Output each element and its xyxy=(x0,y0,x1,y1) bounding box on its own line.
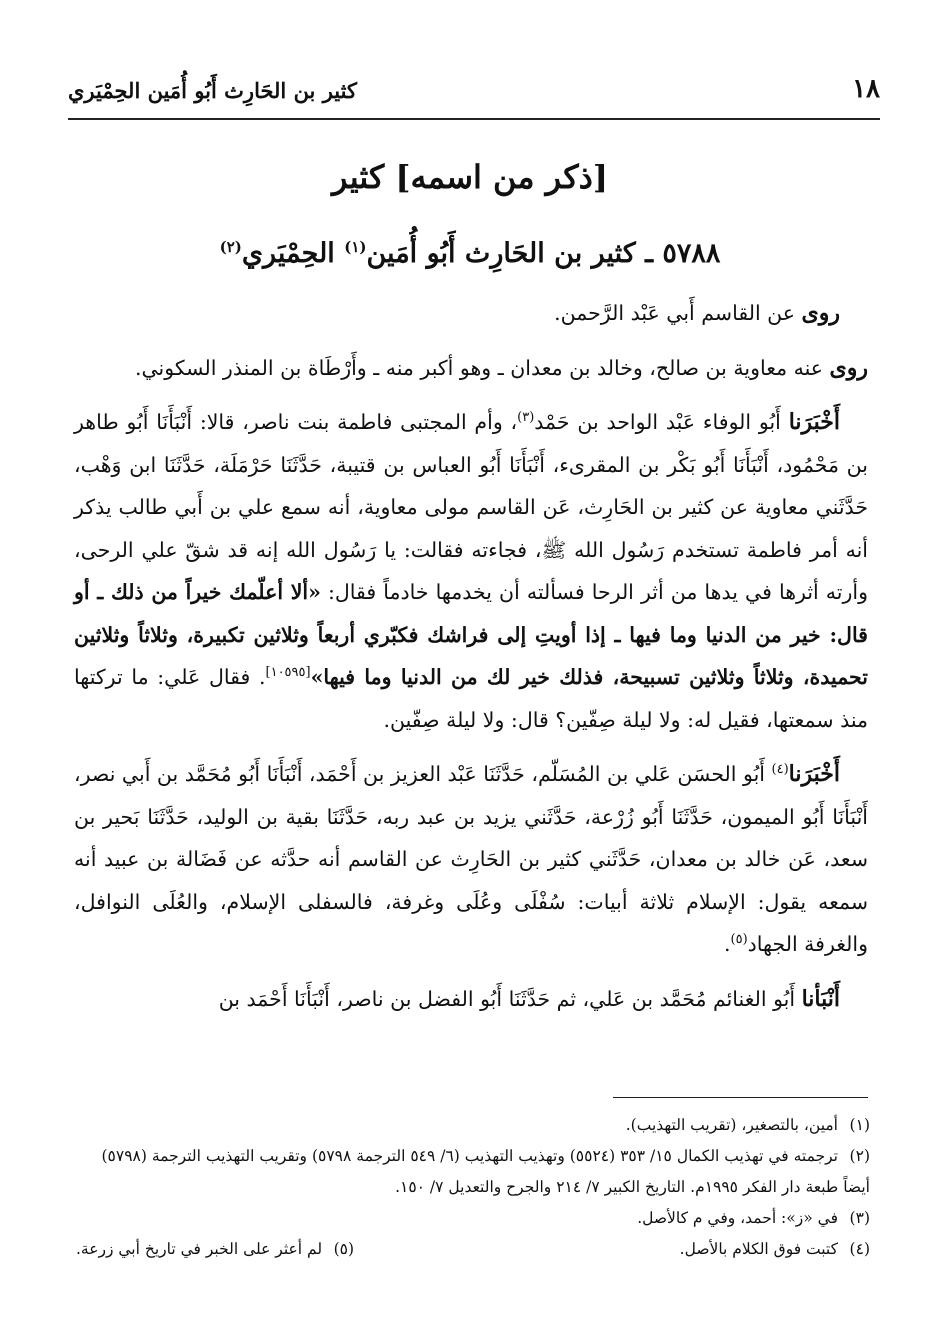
footnote-number: (٣) xyxy=(849,1209,870,1227)
paragraph-hadith-3 xyxy=(74,978,868,1021)
main-text xyxy=(74,292,868,1032)
paragraph-text: . xyxy=(723,932,731,956)
paragraph-narrated-by xyxy=(74,347,868,390)
isnad-text: أَبُو الوفاء عَبْد الواحد بن حَمْد xyxy=(534,410,789,434)
paragraph-hadith-1 xyxy=(74,401,868,741)
paragraph-narrated-from xyxy=(74,292,868,335)
footnote-ref-2: (٢) xyxy=(219,238,242,256)
footnote-number: (٢) xyxy=(849,1147,870,1165)
hadith-number: [١٠٥٩٥] xyxy=(265,665,311,681)
footnote-text: كتبت فوق الكلام بالأصل. xyxy=(679,1240,838,1258)
footnote-ref-1: (١) xyxy=(344,238,367,256)
footnote-ref-5: (٥) xyxy=(730,932,748,948)
section-title: [ذكر من اسمه] كثير xyxy=(332,158,608,196)
paragraph-text: . فقال عَلي: ما تركتها منذ سمعتها، فقيل له: ولا ليلة صِفّين؟ قال: ولا ليلة صِفّين. xyxy=(74,665,868,732)
footnote-text: في «ز»: أحمد، وفي م كالأصل. xyxy=(637,1209,838,1227)
footnote-text: ترجمته في تهذيب الكمال ١٥/ ٣٥٣ (٥٥٢٤) وتهذيب التهذيب (٦/ ٥٤٩ الترجمة ٥٧٩٨) وتقريب التهذيب الترجمة (٥٧٩٨) أيضاً طبعة دار الفكر ١٩٩٥م. التاريخ الكبير ٧/ ٢١٤ والجرح والتعديل ٧/ ١٥٠. xyxy=(101,1147,870,1196)
paragraph-hadith-2 xyxy=(74,753,868,966)
running-header xyxy=(68,72,880,120)
entry-nisba: الحِمْيَري xyxy=(241,238,345,269)
keyword: روى xyxy=(801,300,840,326)
keyword: أَخْبَرَنا xyxy=(788,409,841,435)
footnote-text: أمين، بالتصغير، (تقريب التهذيب). xyxy=(625,1116,838,1134)
running-title: كثير بن الحَارِث أَبُو أُمَين الحِمْيَري xyxy=(68,78,357,103)
paragraph-text: عنه معاوية بن صالح، وخالد بن معدان ـ وهو أكبر منه ـ وأَرْطَاة بن المنذر السكوني. xyxy=(134,355,830,380)
isnad-text: ، وأم المجتبى فاطمة بنت ناصر، قالا: أَنْبَأَنَا أَبُو طاهر بن مَحْمُود، أَنْبَأَنَا أَبُو بَكْر بن المقرىء، أَنْبَأَنَا أَبُو العباس بن قتيبة، حَدَّثَنَا حَرْمَلَة، حَدَّثَنَا ابن وَهْب، حَدَّثَني معاوية عن كثير بن الحَارِث، عَن القاسم مولى معاوية، أنه سمع علي بن أَبي طالب يذكر أنه أمر فاطمة تستخدم رَسُول الله ﷺ، فجاءته فقالت: يا رَسُول الله إنه قد شقّ علي الرحى، وأرته أثرها في يدها من أثر الرحا فسألته أن يخدمها خادماً فقال: xyxy=(74,410,868,604)
keyword: أَنْبَأنا xyxy=(801,985,840,1012)
isnad-text: أَبُو الحسَن عَلي بن المُسَلّم، حَدَّثَنَا عَبْد العزيز بن أَحْمَد، أَنْبَأَنَا أَبُو مُحَمَّد بن أَبي نصر، أَنْبَأَنَا أَبُو الميمون، حَدَّثَنَا أَبُو زُرْعة، حَدَّثَني يزيد بن عبد ربه، حَدَّثَنَا بقية بن الوليد، حَدَّثَنَا بَحير بن سعد، عَن خالد بن معدان، حَدَّثَني كثير بن الحَارِث عن القاسم أنه حدَّثه عن فَضَالة بن عبيد أنه سمعه يقول: الإسلام ثلاثة أبيات: سُفْلَى وعُلَى وغرفة، فالسفلى الإسلام، والعُلَى النوافل، والغرفة الجهاد xyxy=(74,762,868,956)
footnote-number: (١) xyxy=(849,1116,870,1134)
entry-heading xyxy=(0,238,940,269)
page-number: ١٨ xyxy=(852,74,880,104)
footnote-number: (٤) xyxy=(849,1240,870,1258)
footnote-2 xyxy=(76,1141,870,1203)
hadith-matn: «ألا أعلّمك خيراً من ذلك ـ أو قال: خير من الدنيا وما فيها ـ إذا أويتِ إلى فراشك فكبّري أربعاً وثلاثين تكبيرة، وثلاثاً وثلاثين تحميدة، وثلاثاً وثلاثين تسبيحة، فذلك خير لك من الدنيا وما فيها» xyxy=(74,580,868,689)
footnote-text: لم أعثر على الخبر في تاريخ أبي زرعة. xyxy=(76,1240,323,1258)
footnote-1 xyxy=(76,1110,870,1141)
footnote-3 xyxy=(76,1203,870,1234)
footnote-4 xyxy=(680,1234,870,1265)
footnote-ref-4: (٤) xyxy=(771,762,789,778)
paragraph-text: أَبُو الغنائم مُحَمَّد بن عَلي، ثم حَدَّثَنَا أَبُو الفضل بن ناصر، أَنْبَأَنَا أَحْمَد بن xyxy=(218,986,802,1011)
footnote-ref-3: (٣) xyxy=(517,410,535,426)
footnotes xyxy=(76,1110,870,1265)
entry-number-name: ٥٧٨٨ ـ كثير بن الحَارِث أَبُو أُمَين xyxy=(366,238,721,269)
footnote-number: (٥) xyxy=(333,1240,355,1258)
keyword: أَخْبَرَنا xyxy=(788,761,840,787)
footnote-row xyxy=(76,1234,870,1265)
keyword: روى xyxy=(829,354,868,381)
paragraph-text: عن القاسم أَبي عَبْد الرَّحمن. xyxy=(554,301,802,325)
footnote-5 xyxy=(76,1234,354,1265)
footnote-divider xyxy=(613,1097,868,1098)
